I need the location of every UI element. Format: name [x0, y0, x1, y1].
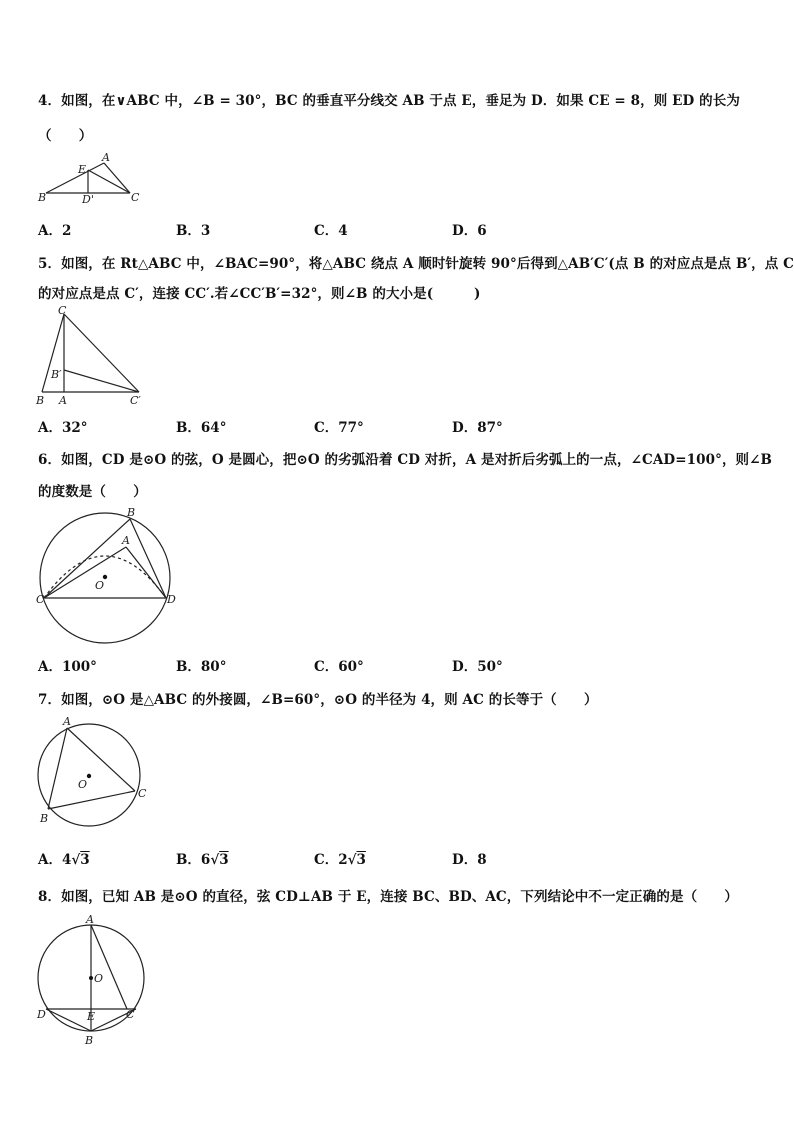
- q8-label-e: E: [87, 1010, 96, 1023]
- q7-option-b-radicand: 3: [219, 852, 229, 868]
- q8-center-dot: [89, 976, 93, 980]
- q7-option-a-text: A．4: [38, 852, 72, 868]
- q6-label-c: C: [36, 593, 45, 606]
- q4-option-d[interactable]: D．6: [452, 223, 487, 239]
- q5-label-c: C: [58, 306, 67, 317]
- q7-option-b-root-sign: √: [210, 852, 220, 868]
- q4-segment-ba: [46, 163, 104, 193]
- q4-label-d: D': [82, 193, 94, 205]
- q6-label-a: A: [122, 534, 130, 547]
- q6-stem-line2: 的度数是（ ）: [38, 484, 147, 500]
- q7-option-c-root-sign: √: [347, 852, 357, 868]
- q4-label-e: E: [78, 163, 87, 176]
- q5-option-c[interactable]: C．77°: [314, 420, 364, 436]
- q7-stem-line1: 7．如图，⊙O 是△ABC 的外接圆，∠B=60°，⊙O 的半径为 4，则 AC 的长等于（ ）: [38, 692, 598, 708]
- q6-option-d[interactable]: D．50°: [452, 659, 503, 675]
- q7-option-a[interactable]: [38, 848, 90, 868]
- q5-label-b: B: [36, 394, 45, 406]
- q7-option-d-text: D．8: [452, 852, 487, 868]
- q4-segment-ec: [88, 170, 130, 193]
- q6-stem-line1: 6．如图，CD 是⊙O 的弦，O 是圆心，把⊙O 的劣弧沿着 CD 对折，A 是对折后劣弧上的一点，∠CAD=100°，则∠B: [38, 452, 773, 468]
- q4-option-a[interactable]: A．2: [38, 223, 72, 239]
- q6-option-c[interactable]: C．60°: [314, 659, 364, 675]
- q5-stem-line1: 5．如图，在 Rt△ABC 中，∠BAC=90°，将△ABC 绕点 A 顺时针旋转 90°后得到△AB′C′(点 B 的对应点是点 B′，点 C: [38, 256, 794, 272]
- q6-segment-cb: [44, 519, 130, 598]
- q6-figure: [34, 504, 184, 646]
- q7-option-a-root-sign: √: [71, 852, 81, 868]
- q8-label-a: A: [86, 913, 94, 926]
- q4-option-b[interactable]: B．3: [176, 223, 211, 239]
- q8-segment-ac: [91, 925, 127, 1009]
- q7-option-a-radicand: 3: [80, 852, 90, 868]
- q8-label-b: B: [85, 1034, 94, 1047]
- q7-segment-ab: [48, 728, 67, 809]
- q6-label-o: O: [95, 579, 105, 592]
- q7-label-b: B: [40, 812, 49, 825]
- q5-option-a[interactable]: A．32°: [38, 420, 88, 436]
- q7-label-o: O: [78, 778, 88, 791]
- q4-label-a: A: [102, 151, 110, 164]
- q5-stem-line2: 的对应点是点 C′，连接 CC′.若∠CC′B′=32°，则∠B 的大小是( ): [38, 286, 481, 302]
- q4-stem-line1: 4．如图，在∨ABC 中，∠B = 30°，BC 的垂直平分线交 AB 于点 E，垂足为 D．如果 CE = 8，则 ED 的长为: [38, 93, 740, 109]
- q5-label-c1: C′: [130, 394, 141, 406]
- q4-option-c[interactable]: C．4: [314, 223, 348, 239]
- q6-label-d: D: [167, 593, 176, 606]
- q8-label-c: C: [126, 1008, 135, 1021]
- q6-label-b: B: [127, 506, 136, 519]
- q7-option-c-text: C．2: [314, 852, 348, 868]
- q4-label-b: B: [38, 191, 47, 204]
- q7-option-c-radicand: 3: [356, 852, 366, 868]
- q7-label-c: C: [138, 787, 147, 800]
- q5-label-a: A: [59, 394, 67, 406]
- q7-figure: [34, 712, 154, 830]
- q6-segment-ca: [44, 547, 126, 598]
- q6-option-a[interactable]: A．100°: [38, 659, 97, 675]
- q7-option-b-text: B．6: [176, 852, 211, 868]
- q4-label-c: C: [131, 191, 140, 204]
- q4-stem-line2: （ ）: [38, 128, 93, 144]
- q8-segment-db: [46, 1009, 91, 1031]
- q7-center-dot: [87, 774, 91, 778]
- q7-option-d[interactable]: [452, 848, 487, 868]
- q5-option-b[interactable]: B．64°: [176, 420, 227, 436]
- q5-figure: [34, 306, 154, 406]
- q6-option-b[interactable]: B．80°: [176, 659, 227, 675]
- q4-figure: [36, 150, 146, 205]
- q5-segment-cc1: [64, 314, 139, 392]
- q5-option-d[interactable]: D．87°: [452, 420, 503, 436]
- q7-option-b[interactable]: [176, 848, 229, 868]
- q8-label-o: O: [94, 972, 104, 985]
- q8-label-d: D: [37, 1008, 46, 1021]
- q8-figure: [32, 912, 152, 1047]
- q7-segment-bc: [48, 791, 135, 809]
- q4-segment-ac: [104, 163, 130, 193]
- q5-label-b1: B′: [51, 368, 62, 381]
- q7-option-c[interactable]: [314, 848, 366, 868]
- q7-label-a: A: [63, 715, 71, 728]
- q8-stem-line1: 8．如图，已知 AB 是⊙O 的直径，弦 CD⊥AB 于 E，连接 BC、BD、AC，下列结论中不一定正确的是（ ）: [38, 889, 738, 905]
